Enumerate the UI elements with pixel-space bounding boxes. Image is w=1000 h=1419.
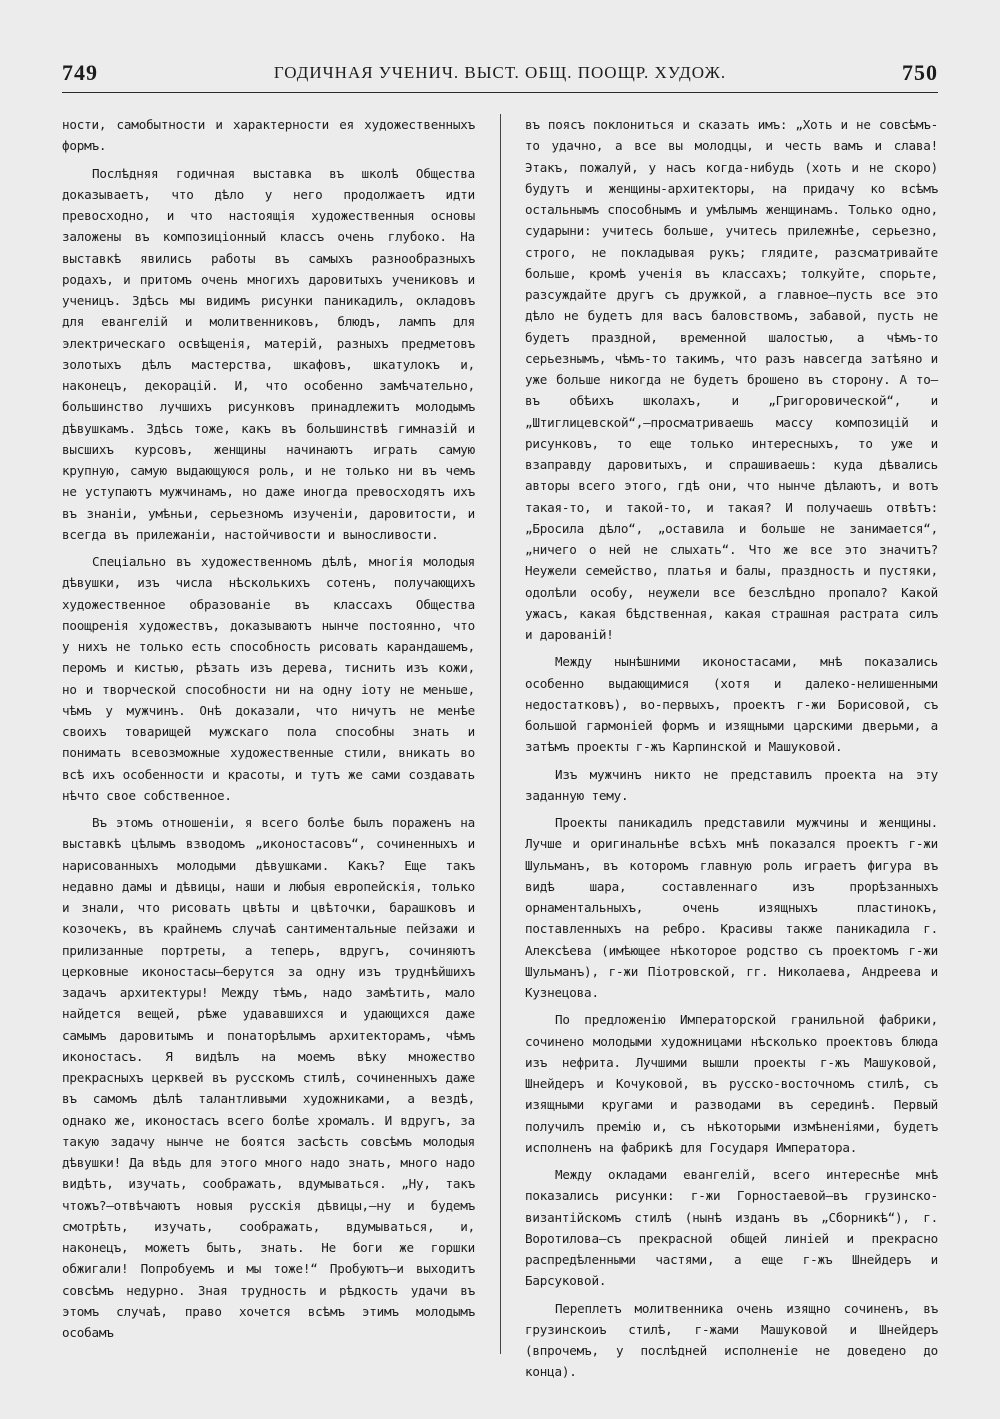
paragraph: въ поясъ поклониться и сказать имъ: „Хоть и не совсѣмъ-то удачно, а все вы молодцы, и честь вамъ и слава! Этакъ, пожалуй, у насъ когда-нибудь (хоть и не скоро) будутъ и женщины-архитекторы, на придачу ко всѣмъ остальнымъ способнымъ и умѣлымъ женщинамъ. Только одно, сударыни: учитесь больше, учитесь прилежнѣе, серьезно, строго, не покладывая рукъ; глядите, разсматривайте больше, кромѣ ученія въ классахъ; толкуйте, спорьте, разсуждайте другъ съ дружкой, а главное—пусть все это дѣло не будетъ для васъ баловствомъ, забавой, пусть не будетъ праздной, временной шалостью, а чѣмъ-то серьезнымъ, чѣмъ-то такимъ, что разъ навсегда затѣяно и уже больше никогда не будетъ брошено въ сторону. А то—въ обѣихъ школахъ, и „Григоровической“, и „Штиглицевской“,—просматриваешь массу композицій и рисунковъ, то еще только интересныхъ, то уже и взаправду даровитыхъ, и спрашиваешь: куда дѣвались авторы всего этого, гдѣ они, что нынче дѣлаютъ, и вотъ такая-то, и такой-то, и такая? И получаешь отвѣтъ: „Бросила дѣло“, „оставила и больше не занимается“, „ничего о ней не слыхать“. Что же все это значитъ? Неужели семейство, платья и балы, праздность и пустяки, одолѣли особу, неужели все безслѣдно пропало? Какой ужасъ, какая бѣдственная, какая страшная растрата силъ и дарованій!	[525, 117, 938, 642]
column-divider	[500, 114, 501, 1354]
right-column	[525, 114, 938, 1380]
text-columns	[62, 114, 938, 1380]
left-page-number: 749	[62, 60, 98, 85]
paragraph: Изъ мужчинъ никто не представилъ проекта на эту заданную тему.	[525, 766, 938, 803]
paragraph: Между окладами евангелій, всего интереснѣе мнѣ показались рисунки: г-жи Горностаевой—въ грузинско-византійскомъ стилѣ (нынѣ изданъ въ „Сборникѣ“), г. Воротилова—съ прекрасной общей линіей и прекрасно распредѣленными частями, а еще г-жъ Шнейдеръ и Барсуковой.	[525, 1167, 938, 1289]
left-column	[62, 114, 475, 1369]
paragraph: Между нынѣшними иконостасами, мнѣ показались особенно выдающимися (хотя и далеко-нелишенными недостатковъ), во-первыхъ, проектъ г-жи Борисовой, съ большой гармоніей формъ и изящными царскими дверьми, а затѣмъ проекты г-жъ Карпинской и Машуковой.	[525, 654, 938, 755]
page-header	[62, 58, 938, 93]
paragraph: По предложенію Императорской гранильной фабрики, сочинено молодыми художницами нѣсколько проектовъ блюда изъ нефрита. Лучшими вышли проекты г-жъ Машуковой, Шнейдеръ и Кочуковой, въ русско-восточномъ стилѣ, съ изящными кругами и разводами въ серединѣ. Первый получилъ премію и, съ нѣкоторыми измѣненіями, будетъ исполненъ на фабрикѣ для Государя Императора.	[525, 1012, 938, 1155]
running-head-title: ГОДИЧНАЯ УЧЕНИЧ. ВЫСТ. ОБЩ. ПООЩР. ХУДОЖ.	[273, 63, 727, 82]
paragraph: ности, самобытности и характерности ея художественныхъ формъ.	[62, 117, 475, 154]
paragraph: Спеціально въ художественномъ дѣлѣ, многія молодыя дѣвушки, изъ числа нѣсколькихъ сотенъ, получающихъ художественное образованіе въ классахъ Общества поощренія художествъ, доказываютъ нынче постоянно, что у нихъ не только есть способность рисовать карандашемъ, перомъ и кистью, рѣзать изъ дерева, тиснить изъ кожи, но и творческой способности ни на одну іоту не меньше, чѣмъ у мужчинъ. Онѣ доказали, что ничутъ не менѣе своихъ товарищей мужскаго пола способны знать и понимать всевозможные художественные стили, вникать во всѣ ихъ особенности и красоты, и тутъ же сами создавать нѣчто свое собственное.	[62, 554, 475, 803]
paragraph: Послѣдняя годичная выставка въ школѣ Общества доказываетъ, что дѣло у него продолжаетъ идти превосходно, и что настоящія художественныя основы заложены въ композиціонный классъ очень глубоко. На выставкѣ явились работы въ самыхъ разнообразныхъ родахъ, и притомъ очень многихъ даровитыхъ учениковъ и ученицъ. Здѣсь мы видимъ рисунки паникадилъ, окладовъ для евангелій и молитвенниковъ, блюдъ, лампъ для электрическаго освѣщенія, матерій, разныхъ предметовъ золотыхъ дѣлъ мастерства, шкафовъ, шкатулокъ и, наконецъ, декорацій. И, что особенно замѣчательно, большинство лучшихъ рисунковъ принадлежитъ молодымъ дѣвушкамъ. Здѣсь тоже, какъ въ большинствѣ гимназій и высшихъ курсовъ, женщины начинаютъ играть самую крупную, самую выдающуюся роль, и не только ни въ чемъ не уступаютъ мужчинамъ, но даже иногда превосходятъ ихъ въ знаніи, умѣньи, серьезномъ изученіи, даровитости, и всегда въ прилежаніи, настойчивости и выносливости.	[62, 165, 475, 542]
paragraph: Переплетъ молитвенника очень изящно сочиненъ, въ грузинскоиъ стилѣ, г-жами Машуковой и Шнейдеръ (впрочемъ, у послѣдней исполненіе не доведено до конца).	[525, 1300, 938, 1380]
right-page-number: 750	[902, 60, 938, 85]
paragraph: Въ этомъ отношеніи, я всего болѣе былъ пораженъ на выставкѣ цѣлымъ взводомъ „иконостасовъ“, сочиненныхъ и нарисованныхъ молодыми дѣвушками. Какъ? Еще такъ недавно дамы и дѣвицы, наши и любыя европейскія, только и знали, что рисовать цвѣты и цвѣточки, барашковъ и козочекъ, въ крайнемъ случаѣ сантиментальные пейзажи и прилизанные портреты, а теперь, вдругъ, сочиняютъ церковные иконостасы—берутся за одну изъ труднѣйшихъ задачъ архитектуры! Между тѣмъ, надо замѣтить, мало найдется вещей, рѣже удававшихся и удающихся даже самымъ даровитымъ и понаторѣлымъ архитекторамъ, чѣмъ иконостасъ. Я видѣлъ на моемъ вѣку множество прекрасныхъ церквей въ русскомъ стилѣ, сочиненныхъ даже въ самомъ дѣлѣ талантливыми художниками, а вездѣ, однако же, иконостасъ всего болѣе хромалъ. И вдругъ, за такую задачу нынче не боятся засѣсть совсѣмъ молодыя дѣвушки! Да вѣдь для этого много надо знать, много надо видѣть, изучать, соображать, вдумываться. „Ну, такъ чтожъ?—отвѣчаютъ новыя русскія дѣвицы,—ну и будемъ смотрѣть, изучать, соображать, вдумываться, и, наконецъ, можетъ быть, знать. Не боги же горшки обжигали! Попробуемъ и мы тоже!“ Пробуютъ—и выходитъ совсѣмъ недурно. Зная трудность и рѣдкость удачи въ этомъ случаѣ, право хочется всѣмъ этимъ молодымъ особамъ	[62, 815, 475, 1340]
paragraph: Проекты паникадилъ представили мужчины и женщины. Лучше и оригинальнѣе всѣхъ мнѣ показался проектъ г-жи Шульманъ, въ которомъ главную роль играетъ фигура въ видѣ шара, составленнаго изъ прорѣзанныхъ орнаментальныхъ, очень изящныхъ пластинокъ, поставленныхъ на ребро. Красивы также паникадила г. Алексѣева (имѣющее нѣкоторое родство съ проектомъ г-жи Шульманъ), г-жи Піотровской, гг. Николаева, Андреева и Кузнецова.	[525, 815, 938, 1000]
